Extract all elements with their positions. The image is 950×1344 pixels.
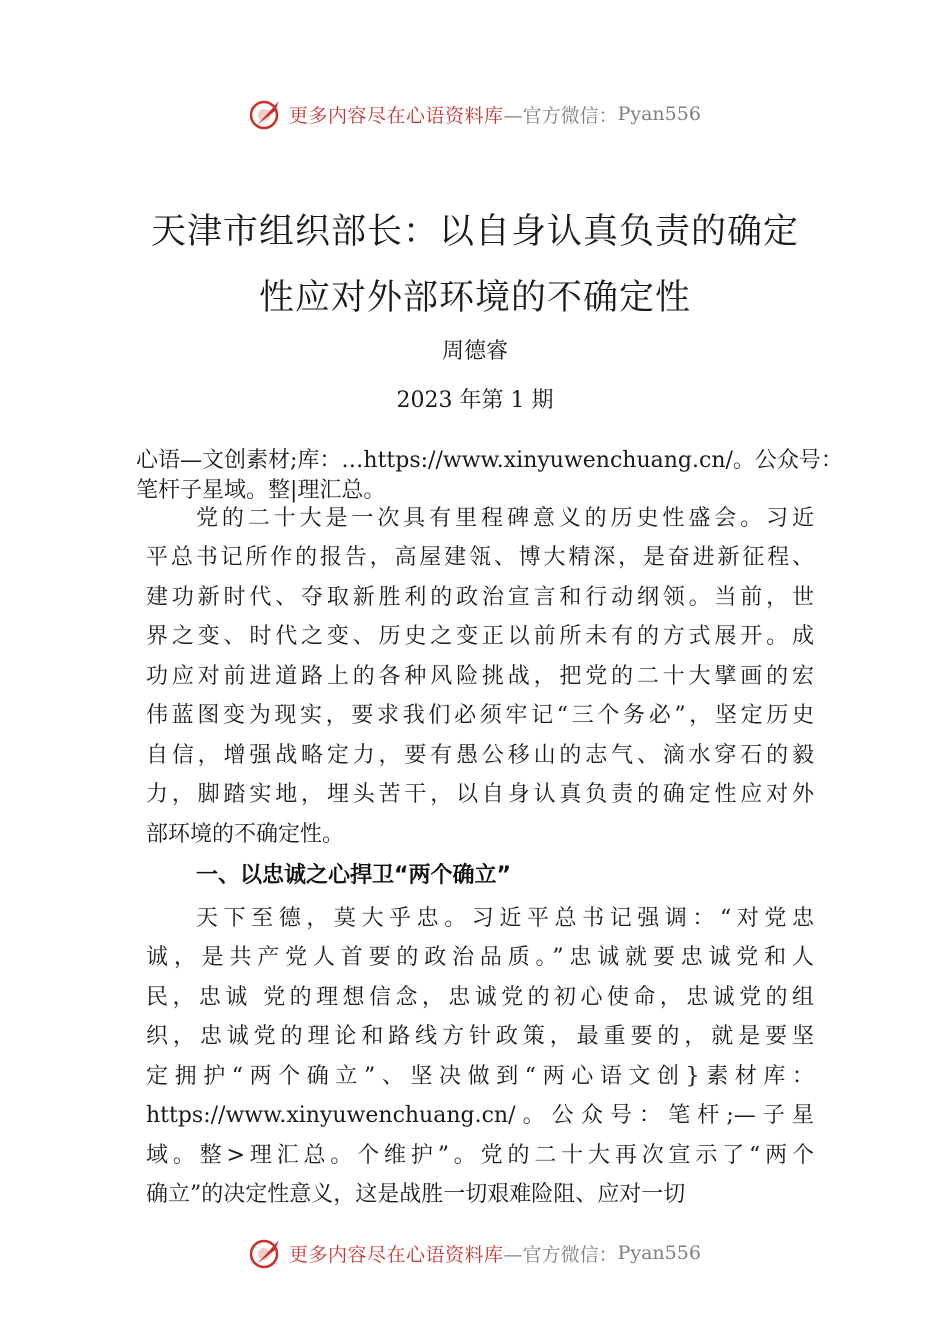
- paragraph-2-line: 诚，是共产党人首要的政治品质。”忠诚就要忠诚党和人: [146, 945, 814, 970]
- paragraph-2-line: 织，忠诚党的理论和路线方针政策，最重要的，就是要坚: [146, 1024, 814, 1049]
- paragraph-1-line: 自信，增强战略定力，要有愚公移山的志气、滴水穿石的毅: [146, 743, 814, 768]
- banner-text: 更多内容尽在心语资料库: [289, 104, 504, 127]
- banner-wechat-label: —官方微信：: [503, 104, 618, 127]
- paragraph-1-line: 功应对前进道路上的各种风险挑战，把党的二十大擘画的宏: [146, 664, 814, 689]
- paragraph-1-line: 建功新时代、夺取新胜利的政治宣言和行动纲领。当前，世: [146, 585, 814, 610]
- author: 周德睿: [441, 339, 508, 364]
- paragraph-2-line: 域。整>理汇总。个维护”。党的二十大再次宣示了“两个: [146, 1143, 814, 1168]
- banner-text: 更多内容尽在心语资料库: [289, 1243, 504, 1266]
- issue-number: 2023 年第 1 期: [396, 388, 554, 413]
- banner-wechat-id: Pyan556: [617, 103, 701, 125]
- paragraph-2-line: 定拥护“两个确立”、坚决做到“两心语文创}素材库：: [146, 1064, 814, 1089]
- paragraph-2-line: https://www.xinyuwenchuang.cn/。公众号：笔杆;—子星: [146, 1103, 814, 1128]
- quill-logo-icon: [249, 97, 283, 131]
- document-title-line-2: 性应对外部环境的不确定性: [258, 278, 691, 318]
- paragraph-1-line: 伟蓝图变为现实，要求我们必须牢记“三个务必”，坚定历史: [146, 703, 814, 728]
- paragraph-1-line: 党的二十大是一次具有里程碑意义的历史性盛会。习近: [196, 506, 814, 531]
- paragraph-1-line: 力，脚踏实地，埋头苦干，以自身认真负责的确定性应对外: [146, 782, 814, 807]
- footer-banner: [0, 1233, 950, 1273]
- paragraph-1-line: 界之变、时代之变、历史之变正以前所未有的方式展开。成: [146, 624, 814, 649]
- banner-wechat-id: Pyan556: [617, 1242, 701, 1264]
- section-heading: 一、以忠诚之心捍卫“两个确立”: [196, 863, 511, 888]
- document-title-line-1: 天津市组织部长：以自身认真负责的确定: [150, 212, 799, 252]
- banner-wechat-label: —官方微信：: [503, 1243, 618, 1266]
- paragraph-2-line: 民，忠诚 党的理想信念，忠诚党的初心使命，忠诚党的组: [146, 985, 814, 1010]
- source-note: 心语—文创素材;库：…https://www.xinyuwenchuang.cn/。公众号：笔杆子星域。整|理汇总。: [136, 448, 843, 503]
- paragraph-1-line: 平总书记所作的报告，高屋建瓴、博大精深，是奋进新征程、: [146, 545, 814, 570]
- paragraph-2-line: 天下至德，莫大乎忠。习近平总书记强调：“对党忠: [196, 906, 814, 931]
- quill-logo-icon: [249, 1236, 283, 1270]
- paragraph-1-line: 部环境的不确定性。: [146, 822, 345, 847]
- header-banner: [0, 94, 950, 134]
- paragraph-2-line: 确立”的决定性意义，这是战胜一切艰难险阻、应对一切: [146, 1182, 686, 1207]
